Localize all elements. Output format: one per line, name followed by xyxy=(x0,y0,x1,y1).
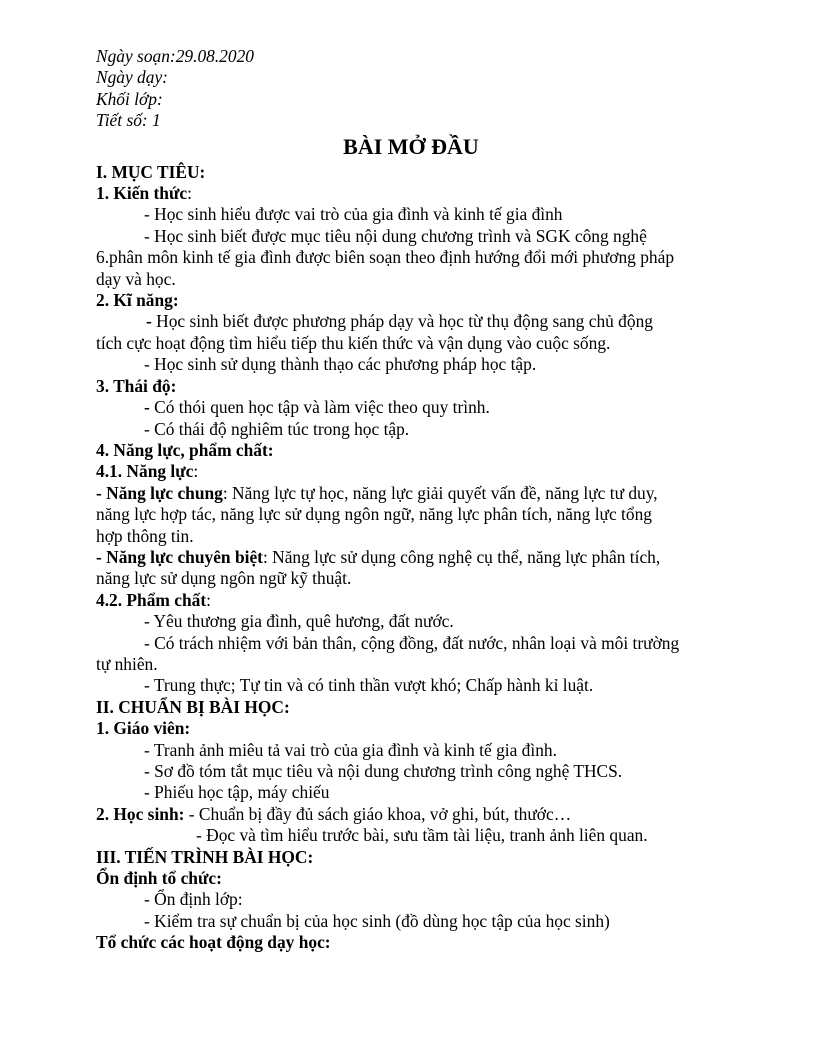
date-prepared: Ngày soạn:29.08.2020 xyxy=(96,46,254,66)
competency-subheading xyxy=(96,461,726,482)
class-setup-item-1: - Ổn định lớp: xyxy=(144,889,243,910)
activities-heading: Tổ chức các hoạt động dạy học: xyxy=(96,932,331,953)
qualities-item-2a: - Có trách nhiệm với bản thân, cộng đồng, đất nước, nhân loại và môi trường xyxy=(144,632,680,653)
lesson-number: Tiết số: 1 xyxy=(96,110,161,131)
teacher-item-1: - Tranh ảnh miêu tả vai trò của gia đình và kinh tế gia đình. xyxy=(144,739,557,760)
section-2-heading: II. CHUẨN BỊ BÀI HỌC: xyxy=(96,696,290,717)
general-competency-text: : Năng lực tự học, năng lực giải quyết vấn đề, năng lực tư duy, xyxy=(222,482,658,503)
class-setup-item-2: - Kiểm tra sự chuẩn bị của học sinh (đồ dùng học tập của học sinh) xyxy=(144,910,610,931)
general-competency-b: năng lực hợp tác, năng lực sử dụng ngôn ngữ, năng lực phân tích, năng lực tổng xyxy=(96,504,652,525)
attitude-item-1-text: Có thói quen học tập và làm việc theo quy trình. xyxy=(149,397,490,418)
competency-sub-label: 4.1. Năng lực xyxy=(96,461,194,482)
competency-heading: 4. Năng lực, phẩm chất: xyxy=(96,439,274,460)
student-item-1-text: - Chuẩn bị đầy đủ sách giáo khoa, vở ghi, bút, thước… xyxy=(184,803,572,824)
section-3-heading: III. TIẾN TRÌNH BÀI HỌC: xyxy=(96,846,314,867)
section-1-heading: I. MỤC TIÊU: xyxy=(96,161,206,182)
student-item-2: - Đọc và tìm hiểu trước bài, sưu tầm tài liệu, tranh ảnh liên quan. xyxy=(196,825,648,846)
skills-item-1a-text: Học sinh biết được phương pháp dạy và học từ thụ động sang chủ động xyxy=(151,311,653,332)
qualities-subheading xyxy=(96,590,726,611)
specific-competency-a xyxy=(96,547,726,568)
specific-competency-label: - Năng lực chuyên biệt xyxy=(96,546,263,567)
knowledge-label: 1. Kiến thức xyxy=(96,183,188,204)
teacher-item-2: - Sơ đồ tóm tắt mục tiêu và nội dung chương trình công nghệ THCS. xyxy=(144,761,623,781)
skills-dash: - xyxy=(146,311,152,332)
skills-item-1b: tích cực hoạt động tìm hiểu tiếp thu kiến thức và vận dụng vào cuộc sống. xyxy=(96,332,611,353)
teacher-item-3: - Phiếu học tập, máy chiếu xyxy=(144,782,330,803)
attitude-dash: - xyxy=(144,397,150,418)
knowledge-item-2b: 6.phân môn kinh tế gia đình được biên soạn theo định hướng đổi mới phương pháp xyxy=(96,247,675,268)
class-setup-heading: Ổn định tổ chức: xyxy=(96,868,222,889)
attitude-item-1 xyxy=(96,397,726,418)
skills-item-1a xyxy=(96,311,726,332)
qualities-item-1: - Yêu thương gia đình, quê hương, đất nước. xyxy=(144,611,454,632)
attitude-item-2: - Có thái độ nghiêm túc trong học tập. xyxy=(144,418,410,439)
general-competency-label: - Năng lực chung xyxy=(96,482,223,503)
qualities-sub-label: 4.2. Phẩm chất xyxy=(96,589,207,610)
qualities-item-3: - Trung thực; Tự tin và có tinh thần vượt khó; Chấp hành kỉ luật. xyxy=(144,675,594,696)
date-taught: Ngày dạy: xyxy=(96,67,168,88)
page-title: BÀI MỞ ĐẦU xyxy=(343,133,479,159)
student-item-1 xyxy=(96,804,726,825)
student-heading: 2. Học sinh: xyxy=(96,803,185,824)
knowledge-colon: : xyxy=(187,183,192,204)
general-competency-c: hợp thông tin. xyxy=(96,525,194,546)
specific-competency-b: năng lực sử dụng ngôn ngữ kỹ thuật. xyxy=(96,568,352,589)
qualities-sub-colon: : xyxy=(206,589,211,610)
skills-heading: 2. Kĩ năng: xyxy=(96,290,179,311)
knowledge-item-2c: dạy và học. xyxy=(96,268,176,289)
qualities-item-2b: tự nhiên. xyxy=(96,653,158,674)
knowledge-item-1: - Học sinh hiểu được vai trò của gia đình và kinh tế gia đình xyxy=(144,204,563,225)
skills-item-2: - Học sinh sử dụng thành thạo các phương pháp học tập. xyxy=(144,354,537,375)
general-competency-a xyxy=(96,483,726,504)
competency-sub-colon: : xyxy=(193,461,199,482)
document-page xyxy=(96,46,726,954)
teacher-heading: 1. Giáo viên: xyxy=(96,718,191,739)
knowledge-heading xyxy=(96,183,726,204)
attitude-heading: 3. Thái độ: xyxy=(96,375,177,396)
knowledge-item-2a: - Học sinh biết được mục tiêu nội dung chương trình và SGK công nghệ xyxy=(144,225,647,246)
specific-competency-text: : Năng lực sử dụng công nghệ cụ thể, năng lực phân tích, xyxy=(262,546,661,567)
grade-level: Khối lớp: xyxy=(96,88,163,109)
